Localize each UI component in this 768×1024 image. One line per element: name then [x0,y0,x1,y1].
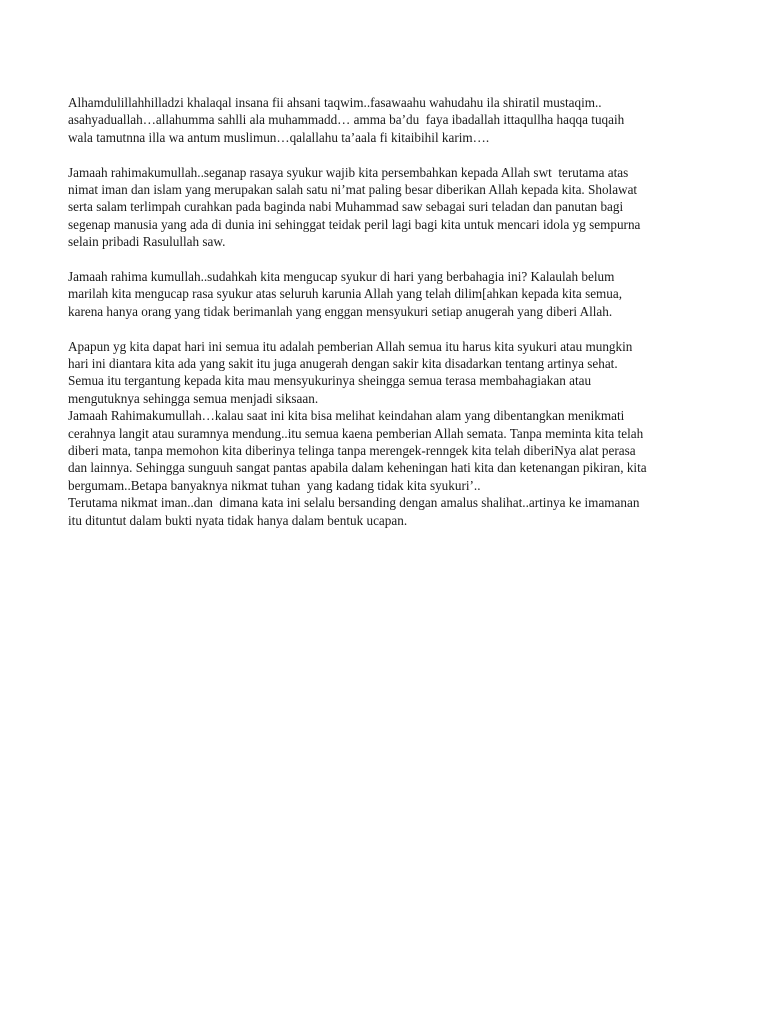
paragraph-nikmat-iman [68,494,738,529]
text-line: selain pribadi Rasulullah saw. [68,234,226,250]
paragraph-opening [68,94,738,146]
text-line: nimat iman dan islam yang merupakan salah satu ni’mat paling besar diberikan Allah kepada kita. Sholawat [68,182,638,198]
text-line: Jamaah Rahimakumullah…kalau saat ini kita bisa melihat keindahan alam yang dibentangkan menikmati [68,408,625,424]
paragraph-keindahan [68,407,738,494]
text-line: karena hanya orang yang tidak berimanlah yang enggan mensyukuri setiap anugerah yang diberi Allah. [68,303,613,319]
paragraph-pemberian [68,338,738,408]
text-line: diberi mata, tanpa memohon kita diberinya telinga tanpa merengek-renngek kita telah diberiNya alat perasa [68,443,636,459]
text-line: Jamaah rahima kumullah..sudahkah kita mengucap syukur di hari yang berbahagia ini? Kalaulah belum [68,269,615,285]
text-line: itu dituntut dalam bukti nyata tidak hanya dalam bentuk ucapan. [68,512,408,528]
text-line: Alhamdulillahhilladzi khalaqal insana fii ahsani taqwim..fasawaahu wahudahu ila shiratil mustaqim.. [68,95,602,110]
text-line: asahyaduallah…allahumma sahlli ala muhammadd… amma ba’du faya ibadallah ittaqullha haqqa tuqaih [68,112,625,128]
paragraph-gratitude [68,164,738,251]
text-line: Apapun yg kita dapat hari ini semua itu adalah pemberian Allah semua itu harus kita syukuri atau mungkin [68,338,633,354]
text-line: cerahnya langit atau suramnya mendung..itu semua kaena pemberian Allah semata. Tanpa meminta kita telah [68,425,644,441]
text-line: bergumam..Betapa banyaknya nikmat tuhan yang kadang tidak kita syukuri’.. [68,477,481,493]
text-line: Jamaah rahimakumullah..seganap rasaya syukur wajib kita persembahkan kepada Allah swt terutama atas [68,164,629,180]
text-line: mengutuknya sehingga semua menjadi siksaan. [68,390,319,406]
text-line: Terutama nikmat iman..dan dimana kata ini selalu bersanding dengan amalus shalihat..artinya ke imamanan [68,495,640,511]
paragraph-syukur [68,268,738,320]
text-line: dan lainnya. Sehingga sunguuh sangat pantas apabila dalam keheningan hati kita dan ketenangan pikiran, kita [68,460,647,476]
text-line: Semua itu tergantung kepada kita mau mensyukurinya sheingga semua terasa membahagiakan atau [68,373,592,389]
text-line: marilah kita mengucap rasa syukur atas seluruh karunia Allah yang telah dilim[ahkan kepada kita semua, [68,286,623,302]
text-line: wala tamutnna illa wa antum muslimun…qalallahu ta’aala fi kitaibihil karim…. [68,129,490,145]
text-line: serta salam terlimpah curahkan pada baginda nabi Muhammad saw sebagai suri teladan dan panutan bagi [68,199,624,215]
text-line: segenap manusia yang ada di dunia ini sehinggat teidak peril lagi bagi kita untuk mencari idola yg sempurna [68,216,641,232]
text-line: hari ini diantara kita ada yang sakit itu juga anugerah dengan sakir kita disadarkan tentang artinya sehat. [68,356,618,372]
document-body [68,94,738,529]
